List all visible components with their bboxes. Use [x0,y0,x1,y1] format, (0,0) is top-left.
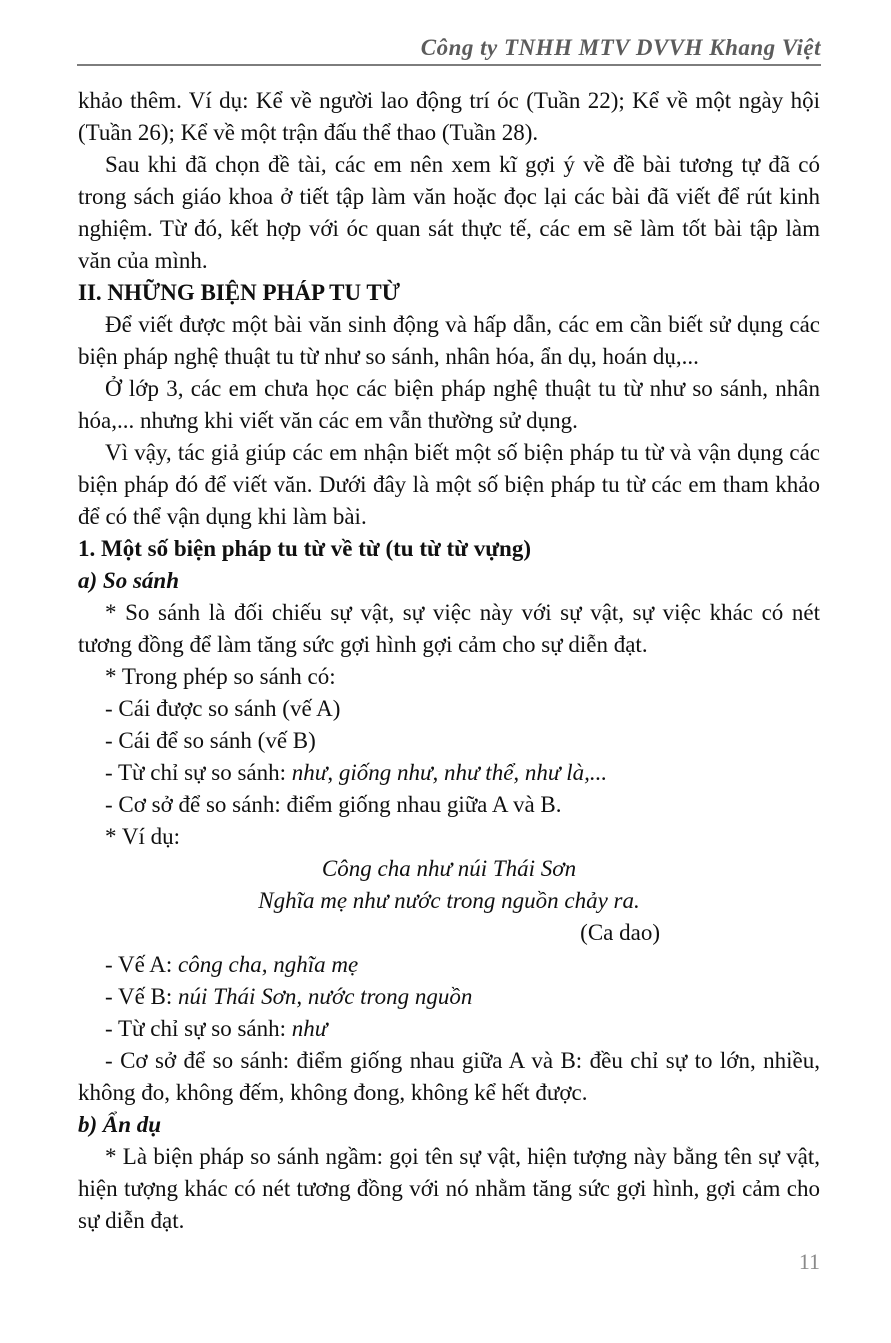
list-item-comparison-basis: - Cơ sở để so sánh: điểm giống nhau giữa A và B. [105,792,562,817]
list-item-prefix: - Vế B: [105,984,179,1009]
paragraph-basis-example: - Cơ sở để so sánh: điểm giống nhau giữa A và B: đều chỉ sự to lớn, nhiều, không đo, không đếm, không đong, không kể hết được. [78,1048,820,1105]
header-company-name: Công ty TNHH MTV DVVH Khang Việt [420,35,821,60]
page-header [77,34,821,66]
list-item-prefix: - Từ chỉ sự so sánh: [105,760,292,785]
paragraph-intro-devices: Để viết được một bài văn sinh động và hấp dẫn, các em cần biết sử dụng các biện pháp nghệ thuật tu từ như so sánh, nhân hóa, ẩn dụ, hoán dụ,... [78,312,820,369]
list-item-prefix: - Từ chỉ sự so sánh: [105,1016,292,1041]
list-item-ve-b-example [78,981,820,1013]
page-number: 11 [798,1249,820,1274]
list-item-ve-a-def: - Cái được so sánh (vế A) [105,696,341,721]
list-item-ve-b-def: - Cái để so sánh (vế B) [105,728,316,753]
paragraph-simile-definition: * So sánh là đối chiếu sự vật, sự việc này với sự vật, sự việc khác có nét tương đồng để làm tăng sức gợi hình gợi cảm cho sự diễn đạt. [78,600,820,657]
paragraph-example-label: * Ví dụ: [105,824,180,849]
list-item-italic-value: như, giống như, như thể, như là,... [291,760,608,785]
paragraph-author-purpose: Vì vậy, tác giả giúp các em nhận biết một số biện pháp tu từ và vận dụng các biện pháp đó để viết văn. Dưới đây là một số biện pháp tu từ các em tham khảo để có thể vận dụng khi làm bài. [78,440,820,529]
list-item-italic-value: núi Thái Sơn, nước trong nguồn [178,984,473,1009]
verse-line-2: Nghĩa mẹ như nước trong nguồn chảy ra. [258,888,640,913]
paragraph-grade3-note: Ở lớp 3, các em chưa học các biện pháp nghệ thuật tu từ như so sánh, nhân hóa,... nhưng khi viết văn các em vẫn thường sử dụng. [78,376,820,433]
list-item-prefix: - Vế A: [105,952,179,977]
heading-simile: a) So sánh [78,568,179,593]
verse-attribution: (Ca dao) [580,920,660,945]
heading-metaphor: b) Ẩn dụ [78,1112,162,1137]
section-heading-rhetorical-devices: II. NHỮNG BIỆN PHÁP TU TỪ [78,280,401,305]
paragraph-simile-components: * Trong phép so sánh có: [105,664,336,689]
paragraph-choosing-topic: Sau khi đã chọn đề tài, các em nên xem kĩ gợi ý về đề bài tương tự đã có trong sách giáo khoa ở tiết tập làm văn hoặc đọc lại các bài đã viết để rút kinh nghiệm. Từ đó, kết hợp với óc quan sát thực tế, các em sẽ làm tốt bài tập làm văn của mình. [78,152,820,273]
verse-line-1: Công cha như núi Thái Sơn [321,856,577,881]
list-item-comparison-word-example [78,1013,820,1045]
list-item-comparison-words [78,757,820,789]
page-content [78,85,820,1237]
list-item-ve-a-example [78,949,820,981]
paragraph-continued: khảo thêm. Ví dụ: Kể về người lao động trí óc (Tuần 22); Kể về một ngày hội (Tuần 26); Kể về một trận đấu thể thao (Tuần 28). [78,88,820,145]
subsection-heading-word-devices: 1. Một số biện pháp tu từ về từ (tu từ từ vựng) [78,536,531,561]
list-item-italic-value: như [291,1016,328,1041]
list-item-italic-value: công cha, nghĩa mẹ [178,952,359,977]
paragraph-metaphor-definition: * Là biện pháp so sánh ngầm: gọi tên sự vật, hiện tượng này bằng tên sự vật, hiện tượng khác có nét tương đồng với nó nhằm tăng sức gợi hình, gợi cảm cho sự diễn đạt. [78,1144,820,1233]
